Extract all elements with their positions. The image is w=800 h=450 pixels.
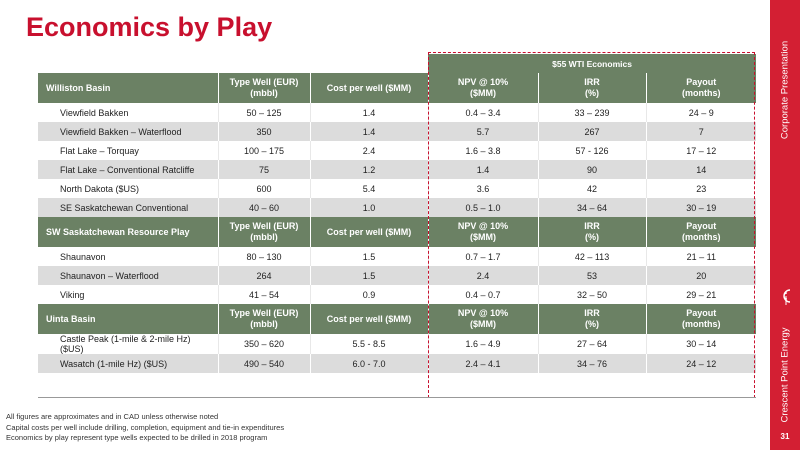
sidebar: [770, 0, 800, 450]
col-type-well-label: Type Well (EUR): [229, 221, 299, 231]
table-row: [38, 179, 756, 198]
col-irr-label: IRR: [584, 221, 600, 231]
npv-cell: 0.5 – 1.0: [428, 198, 538, 217]
irr-cell: 90: [538, 160, 646, 179]
npv-cell: 0.4 – 3.4: [428, 103, 538, 122]
col-type-well: [218, 73, 310, 103]
npv-cell: 0.7 – 1.7: [428, 247, 538, 266]
banner-spacer: [38, 54, 428, 73]
cost-cell: 0.9: [310, 285, 428, 304]
col-payout: [646, 217, 756, 247]
col-payout: [646, 73, 756, 103]
play-name: Viking: [38, 285, 218, 304]
col-irr-unit: (%): [585, 319, 600, 329]
col-irr-unit: (%): [585, 88, 600, 98]
cost-cell: 2.4: [310, 141, 428, 160]
payout-cell: 24 – 9: [646, 103, 756, 122]
cost-cell: 1.4: [310, 103, 428, 122]
col-type-well: [218, 304, 310, 334]
cost-cell: 5.5 - 8.5: [310, 334, 428, 354]
npv-cell: 1.6 – 4.9: [428, 334, 538, 354]
irr-cell: 42 – 113: [538, 247, 646, 266]
play-name: North Dakota ($US): [38, 179, 218, 198]
npv-cell: 2.4 – 4.1: [428, 354, 538, 373]
col-type-well-unit: (mbbl): [250, 319, 278, 329]
irr-cell: 32 – 50: [538, 285, 646, 304]
table-row: [38, 122, 756, 141]
eur-cell: 490 – 540: [218, 354, 310, 373]
section-title: Williston Basin: [38, 73, 218, 103]
col-payout-unit: (months): [682, 319, 721, 329]
irr-cell: 27 – 64: [538, 334, 646, 354]
col-payout: [646, 304, 756, 334]
payout-cell: 30 – 19: [646, 198, 756, 217]
irr-cell: 57 - 126: [538, 141, 646, 160]
table-row: [38, 334, 756, 354]
eur-cell: 40 – 60: [218, 198, 310, 217]
col-type-well-unit: (mbbl): [250, 232, 278, 242]
col-npv-unit: ($MM): [470, 88, 497, 98]
payout-cell: 14: [646, 160, 756, 179]
eur-cell: 80 – 130: [218, 247, 310, 266]
eur-cell: 75: [218, 160, 310, 179]
table-row: [38, 103, 756, 122]
col-irr-label: IRR: [584, 77, 600, 87]
col-payout-label: Payout: [686, 308, 717, 318]
footnote: All figures are approximates and in CAD unless otherwise noted: [6, 412, 219, 421]
play-name: Wasatch (1-mile Hz) ($US): [38, 354, 218, 373]
col-cost: [310, 217, 428, 247]
table-row: [38, 141, 756, 160]
eur-cell: 100 – 175: [218, 141, 310, 160]
eur-cell: 50 – 125: [218, 103, 310, 122]
irr-cell: 33 – 239: [538, 103, 646, 122]
table-row: [38, 247, 756, 266]
npv-cell: 3.6: [428, 179, 538, 198]
cost-cell: 5.4: [310, 179, 428, 198]
col-payout-label: Payout: [686, 221, 717, 231]
table-row: [38, 160, 756, 179]
wti-banner-row: [38, 54, 756, 73]
table-row: [38, 198, 756, 217]
wti-banner: $55 WTI Economics: [428, 54, 756, 73]
company-logo-icon: [778, 286, 794, 306]
npv-cell: 5.7: [428, 122, 538, 141]
col-npv: [428, 304, 538, 334]
play-name: Castle Peak (1-mile & 2-mile Hz) ($US): [38, 334, 218, 354]
payout-cell: 29 – 21: [646, 285, 756, 304]
eur-cell: 350: [218, 122, 310, 141]
payout-cell: 17 – 12: [646, 141, 756, 160]
col-type-well-label: Type Well (EUR): [229, 77, 299, 87]
play-name: Flat Lake – Conventional Ratcliffe: [38, 160, 218, 179]
eur-cell: 350 – 620: [218, 334, 310, 354]
col-irr-unit: (%): [585, 232, 600, 242]
col-npv: [428, 73, 538, 103]
payout-cell: 20: [646, 266, 756, 285]
col-npv-label: NPV @ 10%: [457, 221, 509, 231]
table-row: [38, 285, 756, 304]
table-row: [38, 266, 756, 285]
col-irr: [538, 217, 646, 247]
npv-cell: 2.4: [428, 266, 538, 285]
footnotes: [6, 412, 284, 444]
cost-cell: 1.4: [310, 122, 428, 141]
play-name: SE Saskatchewan Conventional: [38, 198, 218, 217]
payout-cell: 23: [646, 179, 756, 198]
play-name: Viewfield Bakken: [38, 103, 218, 122]
npv-cell: 1.4: [428, 160, 538, 179]
col-npv-label: NPV @ 10%: [457, 77, 509, 87]
npv-cell: 0.4 – 0.7: [428, 285, 538, 304]
col-cost-label: Cost per well ($MM): [326, 82, 412, 93]
eur-cell: 41 – 54: [218, 285, 310, 304]
payout-cell: 7: [646, 122, 756, 141]
sidebar-top-label: Corporate Presentation: [779, 40, 791, 140]
col-payout-label: Payout: [686, 77, 717, 87]
table-bottom-rule: [38, 397, 756, 398]
sidebar-bottom-label: Crescent Point Energy: [779, 327, 791, 423]
play-name: Shaunavon: [38, 247, 218, 266]
section-header-row: [38, 304, 756, 334]
col-irr: [538, 73, 646, 103]
col-cost: [310, 304, 428, 334]
cost-cell: 1.0: [310, 198, 428, 217]
play-name: Flat Lake – Torquay: [38, 141, 218, 160]
section-title: Uinta Basin: [38, 304, 218, 334]
col-cost: [310, 73, 428, 103]
col-npv-label: NPV @ 10%: [457, 308, 509, 318]
cost-cell: 6.0 - 7.0: [310, 354, 428, 373]
payout-cell: 21 – 11: [646, 247, 756, 266]
eur-cell: 264: [218, 266, 310, 285]
col-irr-label: IRR: [584, 308, 600, 318]
play-name: Shaunavon – Waterflood: [38, 266, 218, 285]
footnote: Economics by play represent type wells expected to be drilled in 2018 program: [6, 433, 268, 442]
col-payout-unit: (months): [682, 232, 721, 242]
col-payout-unit: (months): [682, 88, 721, 98]
col-cost-label: Cost per well ($MM): [326, 226, 412, 237]
payout-cell: 30 – 14: [646, 334, 756, 354]
cost-cell: 1.5: [310, 247, 428, 266]
page-title: Economics by Play: [26, 12, 273, 42]
col-type-well: [218, 217, 310, 247]
irr-cell: 34 – 76: [538, 354, 646, 373]
col-npv-unit: ($MM): [470, 319, 497, 329]
cost-cell: 1.5: [310, 266, 428, 285]
cost-cell: 1.2: [310, 160, 428, 179]
footnote: Capital costs per well include drilling, completion, equipment and tie-in expenditures: [6, 422, 285, 432]
economics-table: [38, 54, 756, 373]
section-title: SW Saskatchewan Resource Play: [38, 217, 218, 247]
table-row: [38, 354, 756, 373]
col-npv: [428, 217, 538, 247]
npv-cell: 1.6 – 3.8: [428, 141, 538, 160]
col-npv-unit: ($MM): [470, 232, 497, 242]
eur-cell: 600: [218, 179, 310, 198]
col-type-well-unit: (mbbl): [250, 88, 278, 98]
section-header-row: [38, 217, 756, 247]
irr-cell: 267: [538, 122, 646, 141]
col-type-well-label: Type Well (EUR): [229, 308, 299, 318]
col-irr: [538, 304, 646, 334]
irr-cell: 34 – 64: [538, 198, 646, 217]
irr-cell: 42: [538, 179, 646, 198]
play-name: Viewfield Bakken – Waterflood: [38, 122, 218, 141]
col-cost-label: Cost per well ($MM): [326, 313, 412, 324]
irr-cell: 53: [538, 266, 646, 285]
section-header-row: [38, 73, 756, 103]
page-number: 31: [780, 432, 790, 441]
payout-cell: 24 – 12: [646, 354, 756, 373]
